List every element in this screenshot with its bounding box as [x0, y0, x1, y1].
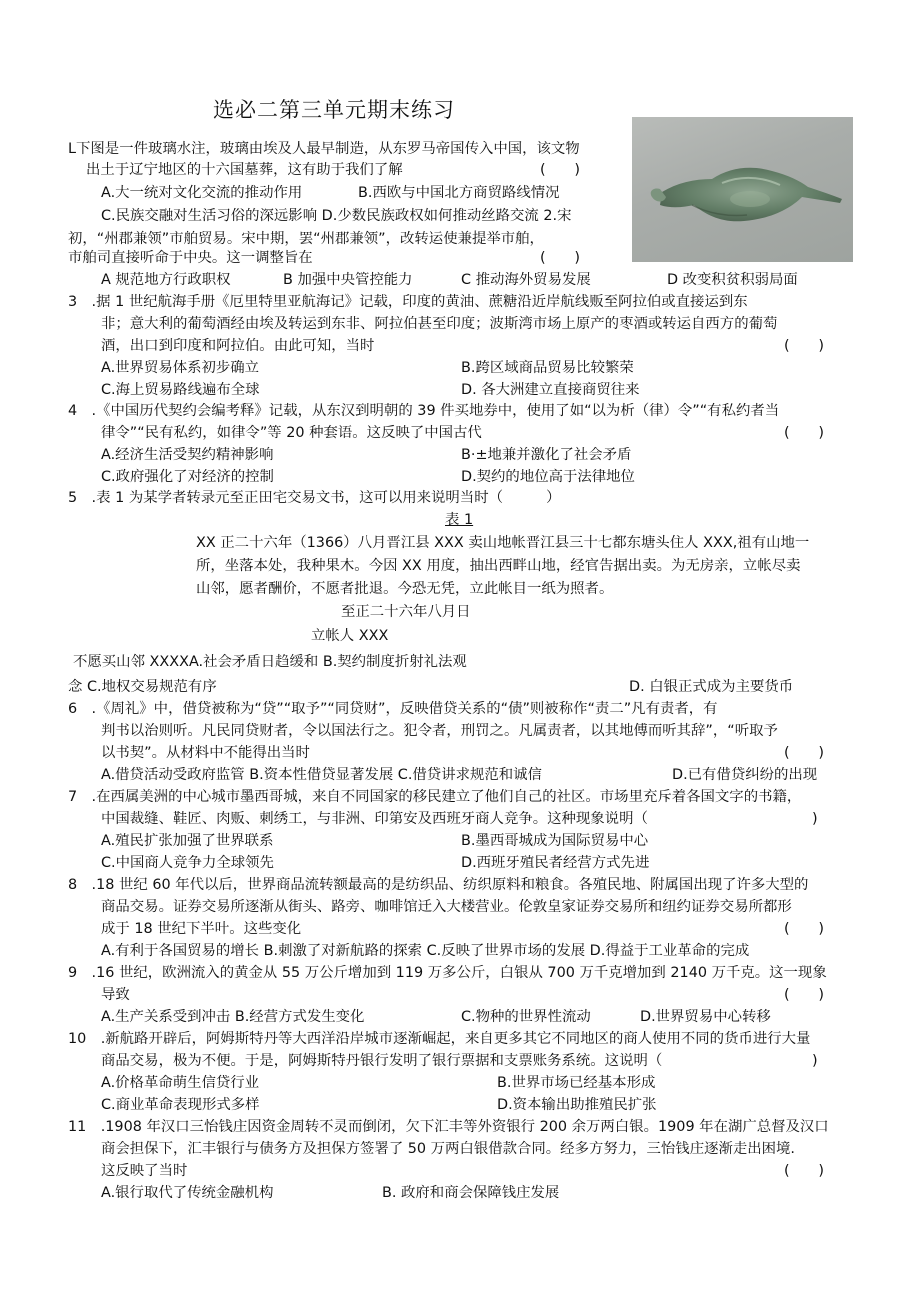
text-line: 非；意大利的葡萄酒经由埃及转运到东非、阿拉伯甚至印度；波斯湾市场上原产的枣酒或转运自西方的葡萄 [101, 316, 778, 332]
text-line: 9 .16 世纪，欧洲流入的黄金从 55 万公斤增加到 119 万多公斤，白银从 700 万千克增加到 2140 万千克。这一现象 [68, 965, 827, 981]
text-line: ) [812, 1053, 818, 1069]
text-line: D.世界贸易中心转移 [640, 1009, 771, 1025]
text-line: A.生产关系受到冲击 B.经营方式发生变化 [101, 1009, 365, 1025]
text-line: 8 .18 世纪 60 年代以后，世界商品流转额最高的是纺织品、纺织原料和粮食。各殖民地、附属国出现了许多大型的 [68, 877, 809, 893]
text-line: D. 白银正式成为主要货币 [629, 679, 794, 695]
text-line: 7 .在西属美洲的中心城市墨西哥城，来自不同国家的移民建立了他们自己的社区。市场里充斥着各国文字的书籍， [68, 789, 802, 805]
text-line: 4 .《中国历代契约会编考释》记载，从东汉到明朝的 39 件买地券中，使用了如“以为析（律）令”“有私约者当 [68, 403, 780, 419]
text-line: 商品交易。证券交易所逐渐从街头、路旁、咖啡馆迁入大楼营业。伦敦皇家证券交易所和纽约证券交易所都形 [101, 899, 792, 915]
text-line: C.政府强化了对经济的控制 [101, 469, 274, 485]
text-line: 5 .表 1 为某学者转录元至正田宅交易文书，这可以用来说明当时（ ） [68, 490, 561, 506]
text-line: D. 各大洲建立直接商贸往来 [461, 382, 640, 398]
glass-vessel-icon [632, 117, 853, 262]
text-line: ( ) [784, 338, 825, 354]
text-line: 10 .新航路开辟后，阿姆斯特丹等大西洋沿岸城市逐渐崛起，来自更多其它不同地区的商人使用不同的货币进行大量 [68, 1031, 811, 1047]
text-line: 3 .据 1 世纪航海手册《厄里特里亚航海记》记载，印度的黄油、蔗糖沿近岸航线贩至阿拉伯或直接运到东 [68, 294, 748, 310]
text-line: ( ) [784, 745, 825, 761]
text-line: B.跨区域商品贸易比较繁荣 [461, 360, 634, 376]
text-line: 念 C.地权交易规范有序 [68, 679, 217, 695]
text-line: 判书以治则听。凡民同贷财者，令以国法行之。犯令者，刑罚之。凡属责者，以其地傅而听其辞”，“听取予 [101, 723, 778, 739]
text-line: B.墨西哥城成为国际贸易中心 [461, 833, 649, 849]
text-line: ( ) [540, 162, 581, 178]
text-line: 11 .1908 年汉口三怡钱庄因资金周转不灵而倒闭，欠下汇丰等外资银行 200 余万两白银。1909 年在湖广总督及汉口 [68, 1119, 829, 1135]
text-line: B 加强中央管控能力 [283, 272, 413, 288]
text-line: A.经济生活受契约精神影响 [101, 447, 274, 463]
text-line: C.商业革命表现形式多样 [101, 1097, 260, 1113]
text-line: A.有利于各国贸易的增长 B.刺激了对新航路的探索 C.反映了世界市场的发展 D.得益于工业革命的完成 [101, 943, 750, 959]
text-line: 出土于辽宁地区的十六国墓葬，这有助于我们了解 [86, 162, 403, 178]
text-line: 不愿买山邻 XXXXA.社会矛盾日趋缓和 B.契约制度折射礼法观 [73, 654, 467, 670]
text-line: ( ) [784, 1163, 825, 1179]
text-line: C.中国商人竞争力全球领先 [101, 855, 274, 871]
text-line: B.西欧与中国北方商贸路线情况 [358, 185, 560, 201]
text-line: 6 .《周礼》中，借贷被称为“贷”“取予”“同贷财”，反映借贷关系的“债”则被称作“责二”凡有责者，有 [68, 701, 718, 717]
text-line: A.世界贸易体系初步确立 [101, 360, 260, 376]
text-line: A.殖民扩张加强了世界联系 [101, 833, 274, 849]
text-line: 中国裁缝、鞋匠、肉贩、刺绣工，与非洲、印第安及西班牙商人竞争。这种现象说明（ [101, 811, 648, 827]
text-line: C.海上贸易路线遍布全球 [101, 382, 260, 398]
text-line: 市舶司直接听命于中央。这一调整旨在 [68, 250, 313, 266]
text-line: A 规范地方行政职权 [101, 272, 231, 288]
text-line: C.民族交融对生活习俗的深远影响 D.少数民族政权如何推动丝路交流 2.宋 [101, 208, 572, 224]
text-line: 所，坐落本处，我种果木。今因 XX 用度，抽出西畔山地，经官告据出卖。为无房亲，立帐尽卖 [196, 558, 801, 574]
text-line: 以书契”。从材料中不能得出当时 [101, 745, 310, 761]
text-line: D 改变积贫积弱局面 [667, 272, 798, 288]
text-line: ( ) [540, 250, 581, 266]
text-line: C 推动海外贸易发展 [461, 272, 591, 288]
glass-water-vessel-photo [632, 117, 853, 262]
text-line: ( ) [784, 425, 825, 441]
text-line: L下图是一件玻璃水注，玻璃由埃及人最早制造，从东罗马帝国传入中国，该文物 [68, 141, 580, 157]
text-line: 表 1 [445, 512, 474, 528]
text-line: D.已有借贷纠纷的出现 [672, 767, 818, 783]
text-line: B·±地兼并激化了社会矛盾 [461, 447, 632, 463]
text-line: C.物种的世界性流动 [461, 1009, 591, 1025]
text-line: 导致 [101, 987, 130, 1003]
text-line: B.世界市场已经基本形成 [497, 1075, 656, 1091]
text-line: 律令”“民有私约，如律令”等 20 种套语。这反映了中国古代 [101, 425, 482, 441]
page-title: 选必二第三单元期末练习 [213, 98, 455, 122]
text-line: 商会担保下，汇丰银行与债务方及担保方签署了 50 万两白银借款合同。经多方努力，三怡钱庄逐渐走出困境. [101, 1141, 796, 1157]
text-line: A.大一统对文化交流的推动作用 [101, 185, 303, 201]
text-line: 这反映了当时 [101, 1163, 188, 1179]
text-line: 初，“州郡兼领”市舶贸易。宋中期，罢“州郡兼领”，改转运使兼提举市舶， [68, 231, 544, 247]
text-line: 成于 18 世纪下半叶。这些变化 [101, 921, 302, 937]
text-line: A.银行取代了传统金融机构 [101, 1185, 274, 1201]
text-line: 立帐人 XXX [311, 628, 389, 644]
text-line: 至正二十六年八月日 [341, 604, 471, 620]
text-line: 山邻，愿者酬价，不愿者批退。今恐无凭，立此帐目一纸为照者。 [196, 581, 614, 597]
text-line: D.契约的地位高于法律地位 [461, 469, 635, 485]
text-line: ) [812, 811, 818, 827]
text-line: A.价格革命萌生信贷行业 [101, 1075, 260, 1091]
text-line: ( ) [784, 987, 825, 1003]
text-line: 酒，出口到印度和阿拉伯。由此可知，当时 [101, 338, 375, 354]
text-line: D.资本输出助推殖民扩张 [497, 1097, 657, 1113]
text-line: B. 政府和商会保障钱庄发展 [382, 1185, 560, 1201]
text-line: D.西班牙殖民者经营方式先进 [461, 855, 650, 871]
text-line: 商品交易，极为不便。于是，阿姆斯特丹银行发明了银行票据和支票账务系统。这说明（ [101, 1053, 663, 1069]
text-line: ( ) [784, 921, 825, 937]
text-line: XX 正二十六年（1366）八月晋江县 XXX 卖山地帐晋江县三十七都东塘头住人 XXX,祖有山地一 [196, 535, 810, 551]
text-line: A.借贷活动受政府监管 B.资本性借贷显著发展 C.借贷讲求规范和诚信 [101, 767, 542, 783]
